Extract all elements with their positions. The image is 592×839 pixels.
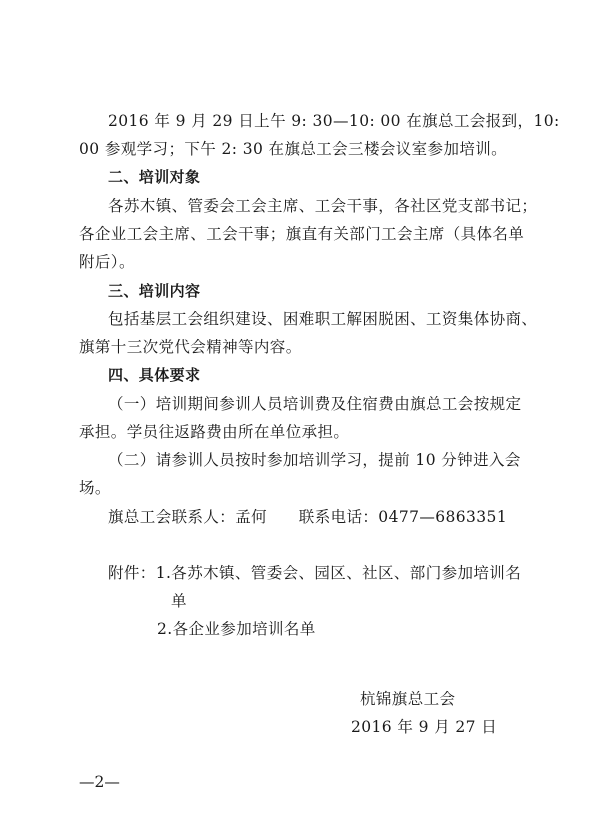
attachment-line-1: 附件：1.各苏木镇、管委会、园区、社区、部门参加培训名 xyxy=(108,564,522,582)
time-line-2: 00 参观学习；下午 2: 30 在旗总工会三楼会议室参加培训。 xyxy=(79,140,508,158)
section4-title: 四、具体要求 xyxy=(108,366,201,384)
section3-line-2: 旗第十三次党代会精神等内容。 xyxy=(79,338,302,356)
attachment-line-2: 单 xyxy=(171,592,187,610)
section2-line-3: 附后）。 xyxy=(79,253,135,271)
attachment-item-2: 2.各企业参加培训名单 xyxy=(157,620,316,638)
section3-line-1: 包括基层工会组织建设、困难职工解困脱困、工资集体协商、 xyxy=(108,310,538,328)
signature-org: 杭锦旗总工会 xyxy=(360,690,456,708)
requirement-1-line-2: 承担。学员往返路费由所在单位承担。 xyxy=(79,423,350,441)
requirement-1-line-1: （一）培训期间参训人员培训费及住宿费由旗总工会按规定 xyxy=(108,395,522,413)
requirement-2-line-1: （二）请参训人员按时参加培训学习，提前 10 分钟进入会 xyxy=(108,451,521,469)
contact-line: 旗总工会联系人：孟何 联系电话：0477—6863351 xyxy=(108,508,508,526)
time-line-1: 2016 年 9 月 29 日上午 9: 30—10: 00 在旗总工会报到，10: xyxy=(108,112,560,130)
page-number: —2— xyxy=(79,773,120,791)
section3-title: 三、培训内容 xyxy=(108,282,201,300)
section2-line-2: 各企业工会主席、工会干事；旗直有关部门工会主席（具体名单 xyxy=(79,225,525,243)
signature-date: 2016 年 9 月 27 日 xyxy=(351,718,498,736)
requirement-2-line-2: 场。 xyxy=(79,479,111,497)
section2-title: 二、培训对象 xyxy=(108,168,201,186)
section2-line-1: 各苏木镇、管委会工会主席、工会干事，各社区党支部书记； xyxy=(108,197,538,215)
